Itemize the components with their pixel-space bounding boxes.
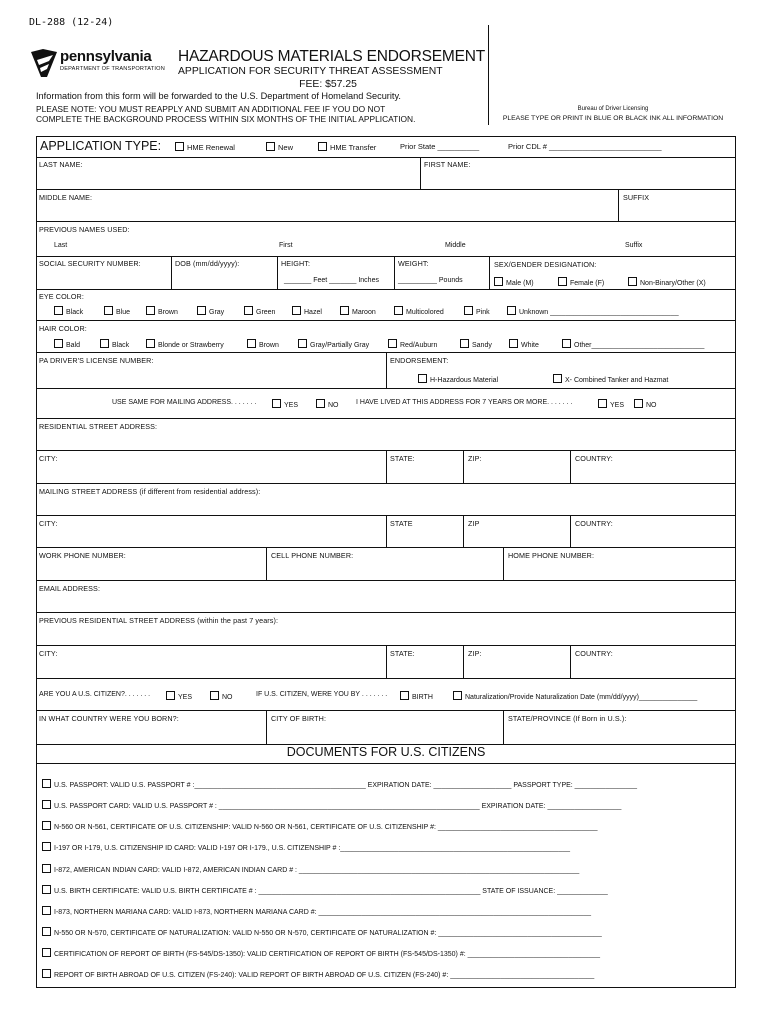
checkbox[interactable] <box>628 277 637 286</box>
same-mailing-no[interactable]: NO <box>316 399 339 409</box>
doc-i872[interactable]: I-872, AMERICAN INDIAN CARD: VALID I-872, AMERICAN INDIAN CARD # : ________________________________________________________________________ <box>42 864 579 874</box>
prev-state-label: STATE: <box>390 649 415 658</box>
citizen-by-birth[interactable]: BIRTH <box>400 691 433 701</box>
checkbox[interactable] <box>316 399 325 408</box>
checkbox[interactable] <box>598 399 607 408</box>
doc-i873[interactable]: I-873, NORTHERN MARIANA CARD: VALID I-873, NORTHERN MARIANA CARD #: ______________________________________________________________________ <box>42 906 591 916</box>
eye-option[interactable]: Multicolored <box>394 306 444 316</box>
state-province-label: STATE/PROVINCE (If Born in U.S.): <box>508 714 627 723</box>
first-name-label: FIRST NAME: <box>424 160 471 169</box>
prev-zip-label: ZIP: <box>468 649 482 658</box>
doc-n560[interactable]: N-560 OR N-561, CERTIFICATE OF U.S. CITIZENSHIP: VALID N-560 OR N-561, CERTIFICATE OF U.S. CITIZENSHIP #: _________________________________________ <box>42 821 598 831</box>
checkbox[interactable] <box>340 306 349 315</box>
checkbox[interactable] <box>298 339 307 348</box>
mail-zip-label: ZIP <box>468 519 480 528</box>
lived-7-years-label: I HAVE LIVED AT THIS ADDRESS FOR 7 YEARS OR MORE. . . . . . . <box>356 399 573 406</box>
eye-option[interactable]: Pink <box>464 306 490 316</box>
prev-first-label: First <box>279 242 293 249</box>
endorsement-h-option[interactable]: H-Hazardous Material <box>418 374 498 384</box>
sex-male-option[interactable]: Male (M) <box>494 277 534 287</box>
hair-option[interactable]: Blonde or Strawberry <box>146 339 224 349</box>
checkbox[interactable] <box>494 277 503 286</box>
checkbox[interactable] <box>460 339 469 348</box>
note-line-1: PLEASE NOTE: YOU MUST REAPPLY AND SUBMIT AN ADDITIONAL FEE IF YOU DO NOT <box>36 104 386 114</box>
checkbox[interactable] <box>42 779 51 788</box>
mail-state-label: STATE <box>390 519 413 528</box>
endorsement-x-option[interactable]: X- Combined Tanker and Hazmat <box>553 374 668 384</box>
same-mailing-label: USE SAME FOR MAILING ADDRESS. . . . . . . <box>112 399 257 406</box>
res-country-label: COUNTRY: <box>575 454 613 463</box>
hme-transfer-option[interactable]: HME Transfer <box>318 142 376 152</box>
suffix-label: SUFFIX <box>623 193 650 202</box>
checkbox[interactable] <box>42 927 51 936</box>
keystone-logo-icon <box>29 48 59 78</box>
logo-name: pennsylvania <box>60 48 152 65</box>
pa-dl-input[interactable] <box>37 364 385 387</box>
hair-option[interactable]: Brown <box>247 339 279 349</box>
pa-dl-label: PA DRIVER'S LICENSE NUMBER: <box>39 356 154 365</box>
checkbox[interactable] <box>394 306 403 315</box>
checkbox[interactable] <box>42 885 51 894</box>
mail-country-label: COUNTRY: <box>575 519 613 528</box>
bureau: Bureau of Driver Licensing <box>577 106 649 112</box>
checkbox[interactable] <box>507 306 516 315</box>
form-code: DL-288 (12-24) <box>29 17 114 28</box>
city-birth-label: CITY OF BIRTH: <box>271 714 327 723</box>
citizen-no[interactable]: NO <box>210 691 233 701</box>
sex-nonbinary-option[interactable]: Non-Binary/Other (X) <box>628 277 706 287</box>
doc-us-passport[interactable]: U.S. PASSPORT: VALID U.S. PASSPORT # :____________________________________________ EXPIRATION DATE: ____________________ PASSPORT TYPE: ________________ <box>42 779 637 789</box>
eye-option[interactable]: Blue <box>104 306 130 316</box>
citizen-yes[interactable]: YES <box>166 691 192 701</box>
eye-option[interactable]: Gray <box>197 306 224 316</box>
last-name-label: LAST NAME: <box>39 160 83 169</box>
cell-phone-label: CELL PHONE NUMBER: <box>271 551 354 560</box>
checkbox[interactable] <box>388 339 397 348</box>
sex-female-option[interactable]: Female (F) <box>558 277 604 287</box>
hme-renewal-option[interactable]: HME Renewal <box>175 142 235 152</box>
form-border <box>36 136 736 988</box>
checkbox[interactable] <box>400 691 409 700</box>
hair-color-label: HAIR COLOR: <box>39 324 87 333</box>
checkbox[interactable] <box>292 306 301 315</box>
prev-middle-label: Middle <box>445 242 466 249</box>
lived-7-no[interactable]: NO <box>634 399 657 409</box>
same-mailing-yes[interactable]: YES <box>272 399 298 409</box>
height-label: HEIGHT: <box>281 259 311 268</box>
application-type-label: APPLICATION TYPE: <box>40 139 162 153</box>
doc-passport-card[interactable]: U.S. PASSPORT CARD: VALID U.S. PASSPORT # : ___________________________________________________________________ EXPIRATION DATE: ___________________ <box>42 800 621 810</box>
height-units[interactable]: _______ Feet _______ Inches <box>284 277 379 284</box>
middle-name-input[interactable] <box>37 201 617 220</box>
checkbox[interactable] <box>318 142 327 151</box>
documents-title: DOCUMENTS FOR U.S. CITIZENS <box>286 745 486 759</box>
doc-n550[interactable]: N-550 OR N-570, CERTIFICATE OF NATURALIZATION: VALID N-550 OR N-570, CERTIFICATE OF NATURALIZATION #: __________________________________________ <box>42 927 602 937</box>
prev-res-label: PREVIOUS RESIDENTIAL STREET ADDRESS (within the past 7 years): <box>39 616 279 625</box>
checkbox[interactable] <box>272 399 281 408</box>
res-state-label: STATE: <box>390 454 415 463</box>
doc-fs545[interactable]: CERTIFICATION OF REPORT OF BIRTH (FS-545/DS-1350): VALID CERTIFICATION OF REPORT OF BIRTH (FS-545/DS-1350) #: __________________________________ <box>42 948 600 958</box>
first-name-input[interactable] <box>422 168 734 188</box>
checkbox[interactable] <box>562 339 571 348</box>
checkbox[interactable] <box>509 339 518 348</box>
eye-option[interactable]: Hazel <box>292 306 322 316</box>
new-option[interactable]: New <box>266 142 293 152</box>
suffix-input[interactable] <box>620 201 734 220</box>
eye-option[interactable]: Brown <box>146 306 178 316</box>
citizen-question: ARE YOU A U.S. CITIZEN?. . . . . . . <box>39 691 151 698</box>
citizen-if-label: IF U.S. CITIZEN, WERE YOU BY . . . . . . . <box>256 691 388 698</box>
checkbox[interactable] <box>54 339 63 348</box>
checkbox[interactable] <box>166 691 175 700</box>
hair-option[interactable]: Sandy <box>460 339 492 349</box>
logo-department: DEPARTMENT OF TRANSPORTATION <box>60 66 165 72</box>
prev-country-label: COUNTRY: <box>575 649 613 658</box>
last-name-input[interactable] <box>37 168 419 188</box>
checkbox[interactable] <box>247 339 256 348</box>
form-title: HAZARDOUS MATERIALS ENDORSEMENT <box>178 48 485 65</box>
eye-option[interactable]: Maroon <box>340 306 376 316</box>
country-born-label: IN WHAT COUNTRY WERE YOU BORN?: <box>39 714 179 723</box>
res-city-label: CITY: <box>39 454 58 463</box>
checkbox[interactable] <box>42 842 51 851</box>
info-text: Information from this form will be forwarded to the U.S. Department of Homeland Security. <box>36 91 401 101</box>
middle-name-label: MIDDLE NAME: <box>39 193 93 202</box>
lived-7-yes[interactable]: YES <box>598 399 624 409</box>
checkbox[interactable] <box>464 306 473 315</box>
email-label: EMAIL ADDRESS: <box>39 584 101 593</box>
mail-street-label: MAILING STREET ADDRESS (if different from residential address): <box>39 487 261 496</box>
checkbox[interactable] <box>42 948 51 957</box>
hair-option[interactable]: Other_____________________________ <box>562 339 704 349</box>
checkbox[interactable] <box>42 906 51 915</box>
hair-option[interactable]: Red/Auburn <box>388 339 437 349</box>
res-zip-label: ZIP: <box>468 454 482 463</box>
checkbox[interactable] <box>146 306 155 315</box>
citizen-by-naturalization[interactable]: Naturalization/Provide Naturalization Date (mm/dd/yyyy)_______________ <box>453 691 697 701</box>
checkbox[interactable] <box>104 306 113 315</box>
checkbox[interactable] <box>210 691 219 700</box>
work-phone-label: WORK PHONE NUMBER: <box>39 551 126 560</box>
checkbox[interactable] <box>42 821 51 830</box>
eye-option[interactable]: Black <box>54 306 83 316</box>
checkbox[interactable] <box>244 306 253 315</box>
hair-option[interactable]: White <box>509 339 539 349</box>
previous-names-label: PREVIOUS NAMES USED: <box>39 225 130 234</box>
doc-i197[interactable]: I-197 OR I-179, U.S. CITIZENSHIP ID CARD: VALID I-197 OR I-179., U.S. CITIZENSHIP # :___________________________________________________________ <box>42 842 570 852</box>
checkbox[interactable] <box>197 306 206 315</box>
note-line-2: COMPLETE THE BACKGROUND PROCESS WITHIN SIX MONTHS OF THE INITIAL APPLICATION. <box>36 114 416 124</box>
checkbox[interactable] <box>418 374 427 383</box>
prev-city-label: CITY: <box>39 649 58 658</box>
prev-last-label: Last <box>54 242 68 249</box>
checkbox[interactable] <box>266 142 275 151</box>
endorsement-label: ENDORSEMENT: <box>390 356 449 365</box>
hair-option[interactable]: Gray/Partially Gray <box>298 339 369 349</box>
header-divider <box>488 25 489 125</box>
form-subtitle: APPLICATION FOR SECURITY THREAT ASSESSMENT <box>178 66 443 77</box>
checkbox[interactable] <box>558 277 567 286</box>
weight-units[interactable]: __________ Pounds <box>398 277 463 284</box>
checkbox[interactable] <box>42 969 51 978</box>
eye-option[interactable]: Green <box>244 306 275 316</box>
penndot-logo <box>29 48 59 83</box>
hair-option[interactable]: Bald <box>54 339 80 349</box>
checkbox[interactable] <box>634 399 643 408</box>
res-street-label: RESIDENTIAL STREET ADDRESS: <box>39 422 158 431</box>
weight-label: WEIGHT: <box>398 259 429 268</box>
checkbox[interactable] <box>54 306 63 315</box>
doc-fs240[interactable]: REPORT OF BIRTH ABROAD OF U.S. CITIZEN (FS-240): VALID REPORT OF BIRTH ABROAD OF U.S. CITIZEN (FS-240) #: _____________________________________ <box>42 969 594 979</box>
hair-option[interactable]: Black <box>100 339 129 349</box>
checkbox[interactable] <box>100 339 109 348</box>
eye-option[interactable]: Unknown _________________________________ <box>507 306 679 316</box>
ssn-label: SOCIAL SECURITY NUMBER: <box>39 259 141 268</box>
prev-suffix-label: Suffix <box>625 242 643 249</box>
checkbox[interactable] <box>146 339 155 348</box>
checkbox[interactable] <box>175 142 184 151</box>
home-phone-label: HOME PHONE NUMBER: <box>508 551 595 560</box>
sex-label: SEX/GENDER DESIGNATION: <box>494 260 597 269</box>
dob-label: DOB (mm/dd/yyyy): <box>175 259 240 268</box>
ink-note: PLEASE TYPE OR PRINT IN BLUE OR BLACK INK ALL INFORMATION <box>502 115 724 122</box>
checkbox[interactable] <box>42 864 51 873</box>
fee: FEE: $57.25 <box>299 79 357 90</box>
doc-birth-certificate[interactable]: U.S. BIRTH CERTIFICATE: VALID U.S. BIRTH CERTIFICATE # : _________________________________________________________ STATE OF ISSUANCE: _____________ <box>42 885 608 895</box>
checkbox[interactable] <box>453 691 462 700</box>
eye-color-label: EYE COLOR: <box>39 292 84 301</box>
mail-city-label: CITY: <box>39 519 58 528</box>
checkbox[interactable] <box>553 374 562 383</box>
prior-cdl-field[interactable]: Prior CDL # ___________________________ <box>508 142 662 151</box>
prior-state-field[interactable]: Prior State __________ <box>400 142 480 151</box>
checkbox[interactable] <box>42 800 51 809</box>
